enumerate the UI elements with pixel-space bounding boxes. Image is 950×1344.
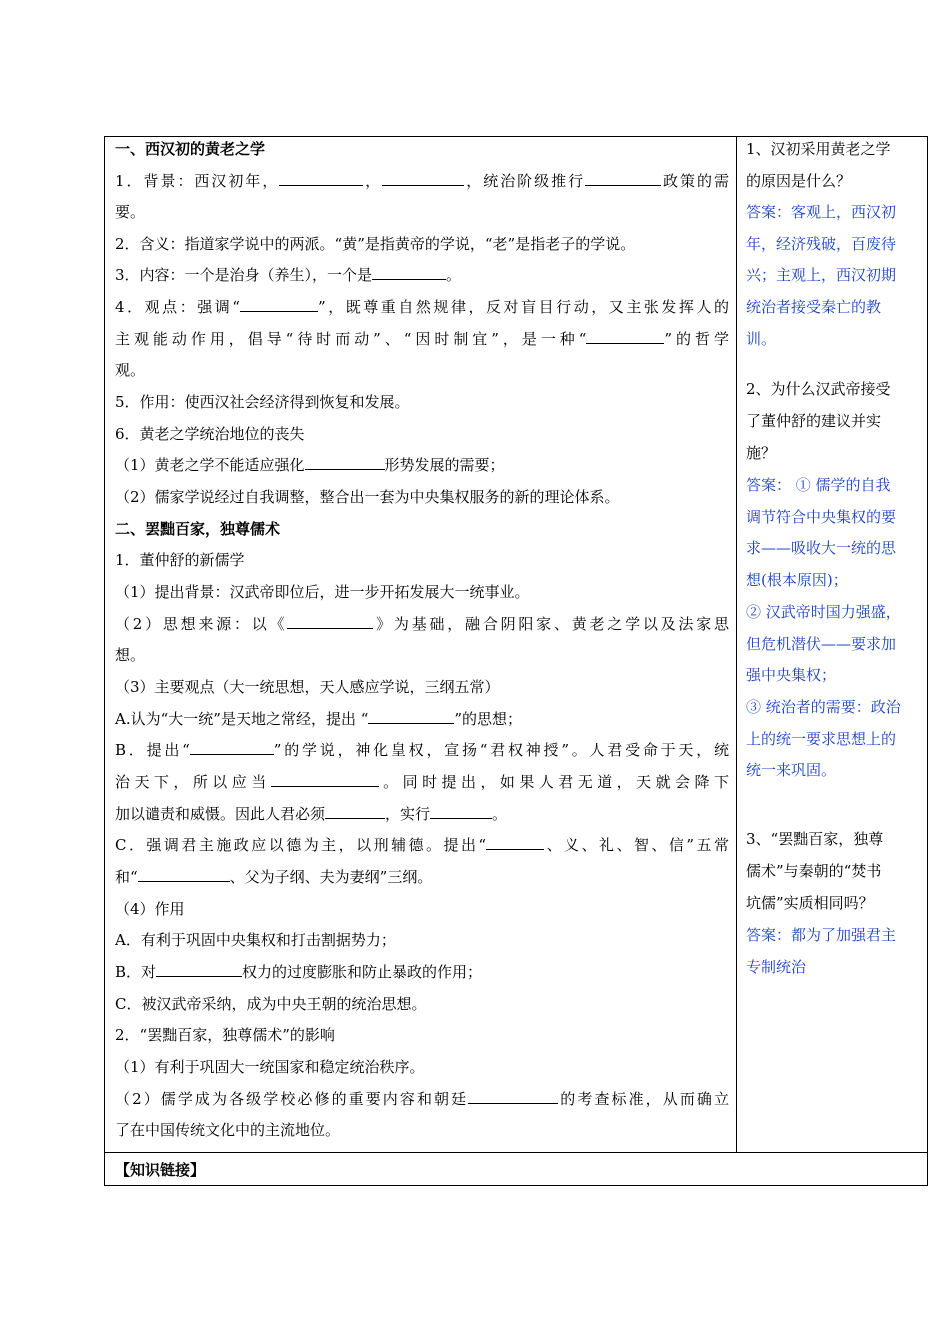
s2-effect-c: C．被汉武帝采纳，成为中央王朝的统治思想。 xyxy=(115,995,427,1013)
s2-view-b1: B．提出“ ”的学说，神化皇权，宣扬“君权神授”。人君受命于天，统 xyxy=(115,741,729,759)
blank xyxy=(325,804,385,819)
q3-line: 儒术”与秦朝的“焚书 xyxy=(746,862,882,880)
s2-influence-title: 2．“罢黜百家，独尊儒术”的影响 xyxy=(115,1026,335,1044)
a2-line: 想(根本原因)； xyxy=(746,571,848,589)
worksheet-table xyxy=(104,136,928,1186)
a3-line: 答案：都为了加强君主 xyxy=(746,926,897,944)
s2-view-c1: C．强调君主施政应以德为主，以刑辅德。提出“ 、义、礼、智、信”五常 xyxy=(115,836,729,854)
blank xyxy=(240,297,318,312)
s2-source-line: （2）思想来源：以《 》为基础，融合阴阳家、黄老之学以及法家思 xyxy=(115,615,729,633)
s1-effect-line: 5．作用：使西汉社会经济得到恢复和发展。 xyxy=(115,393,410,411)
knowledge-link-row xyxy=(105,1152,927,1185)
a2-line: 统一来巩固。 xyxy=(746,761,837,779)
blank xyxy=(305,455,385,470)
blank xyxy=(382,171,464,186)
s2-effect-b: B．对 权力的过度膨胀和防止暴政的作用； xyxy=(115,963,483,981)
s1-background-cont: 要。 xyxy=(115,203,146,221)
a2-line: 但危机潜伏——要求加 xyxy=(746,635,897,653)
a1-line: 年，经济残破，百废待 xyxy=(746,235,897,253)
a2-line: 答案： ① 儒学的自我 xyxy=(746,476,891,494)
s1-view-line: 4．观点：强调“ ”，既尊重自然规律，反对盲目行动，又主张发挥人的 xyxy=(115,298,730,316)
blank xyxy=(190,740,274,755)
s2-influence-1: （1）有利于巩固大一统国家和稳定统治秩序。 xyxy=(115,1058,425,1076)
a2-line: ② 汉武帝时国力强盛， xyxy=(746,603,901,621)
blank xyxy=(138,867,230,882)
s2-source-end: 想。 xyxy=(115,646,146,664)
s1-view-end: 观。 xyxy=(115,361,146,379)
q1-line: 的原因是什么？ xyxy=(746,172,852,190)
blank xyxy=(586,329,664,344)
a1-line: 兴；主观上，西汉初期 xyxy=(746,266,897,284)
a1-line: 训。 xyxy=(746,330,777,348)
s2-view-b2: 治天下，所以应当 。同时提出，如果人君无道，天就会降下 xyxy=(115,773,729,791)
blank xyxy=(287,614,373,629)
s1-loss-2: （2）儒家学说经过自我调整，整合出一套为中央集权服务的新的理论体系。 xyxy=(115,488,620,506)
q2-line: 了董仲舒的建议并实 xyxy=(746,412,882,430)
blank xyxy=(368,709,454,724)
q3-line: 3、“罢黜百家，独尊 xyxy=(746,830,884,848)
s2-influence-2: （2）儒学成为各级学校必修的重要内容和朝廷 的考查标准，从而确立 xyxy=(115,1090,729,1108)
a1-line: 答案：客观上，西汉初 xyxy=(746,203,897,221)
a3-line: 专制统治 xyxy=(746,958,807,976)
a2-line: 求——吸收大一统的思 xyxy=(746,539,897,557)
s2-dong-title: 1．董仲舒的新儒学 xyxy=(115,551,245,569)
blank xyxy=(156,962,242,977)
a2-line: 强中央集权； xyxy=(746,666,837,684)
q2-line: 施？ xyxy=(746,444,777,462)
s1-meaning-line: 2．含义：指道家学说中的两派。“黄”是指黄帝的学说，“老”是指老子的学说。 xyxy=(115,235,636,253)
s2-bg-line: （1）提出背景：汉武帝即位后，进一步开拓发展大一统事业。 xyxy=(115,583,530,601)
qa-column xyxy=(737,137,927,1152)
s2-view-c2: 和“ 、父为子纲、夫为妻纲”三纲。 xyxy=(115,868,433,886)
s2-views-title: （3）主要观点（大一统思想，天人感应学说，三纲五常） xyxy=(115,678,500,696)
a2-line: 上的统一要求思想上的 xyxy=(746,730,897,748)
s1-loss-line: 6．黄老之学统治地位的丧失 xyxy=(115,425,305,443)
a2-line: ③ 统治者的需要：政治 xyxy=(746,698,901,716)
s2-view-a: A.认为“大一统”是天地之常经，提出 “ ”的思想； xyxy=(115,710,523,728)
blank xyxy=(585,171,661,186)
s1-content-line: 3．内容：一个是治身（养生），一个是 。 xyxy=(115,266,462,284)
blank xyxy=(271,772,379,787)
section-1-title: 一、西汉初的黄老之学 xyxy=(115,140,266,158)
blank xyxy=(372,265,446,280)
q3-line: 坑儒”实质相同吗？ xyxy=(746,894,874,912)
a1-line: 统治者接受秦亡的教 xyxy=(746,298,882,316)
s2-influence-end: 了在中国传统文化中的主流地位。 xyxy=(115,1121,341,1139)
blank xyxy=(279,171,363,186)
content-column xyxy=(105,137,737,1152)
q2-line: 2、为什么汉武帝接受 xyxy=(746,380,891,398)
s1-background-line: 1．背景：西汉初年， ， ，统治阶级推行 政策的需 xyxy=(115,172,729,190)
s1-view-cont: 主观能动作用，倡导“待时而动”、“因时制宜”，是一种“ ”的哲学 xyxy=(115,330,729,348)
s2-view-b3: 加以谴责和威慑。因此人君必须 ，实行 。 xyxy=(115,805,508,823)
s2-effect-a: A．有利于巩固中央集权和打击割据势力； xyxy=(115,931,396,949)
section-2-title: 二、罢黜百家，独尊儒术 xyxy=(115,520,281,538)
s2-effect-title: （4）作用 xyxy=(115,900,185,918)
blank xyxy=(468,1089,558,1104)
blank xyxy=(486,835,544,850)
knowledge-link-label: 【知识链接】 xyxy=(115,1161,206,1179)
q1-line: 1、汉初采用黄老之学 xyxy=(746,140,891,158)
a2-line: 调节符合中央集权的要 xyxy=(746,508,897,526)
s1-loss-1: （1）黄老之学不能适应强化 形势发展的需要； xyxy=(115,456,505,474)
blank xyxy=(430,804,492,819)
